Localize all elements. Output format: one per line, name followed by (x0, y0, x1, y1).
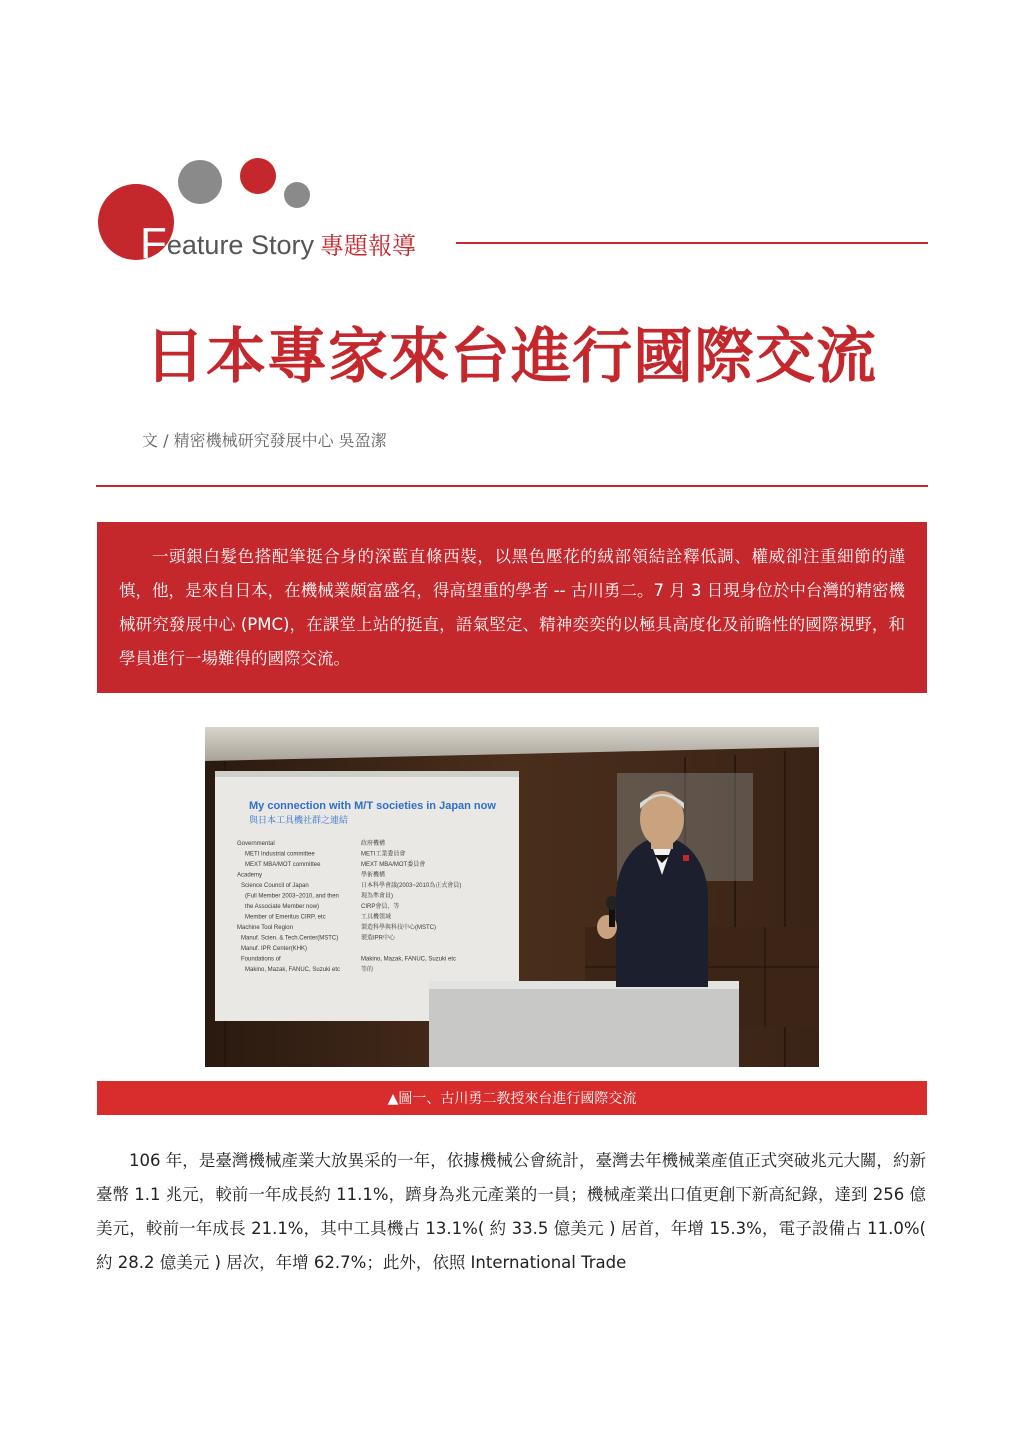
slide-left-line: MEXT MBA/MOT committee (245, 862, 321, 868)
figure-caption: ▲圖一、古川勇二教授來台進行國際交流 (387, 1091, 637, 1107)
slide-right-line: METI工業委員會 (361, 851, 406, 858)
slide-right-line: 製造IPR中心 (361, 935, 396, 942)
section-label (140, 219, 416, 268)
byline-divider (96, 485, 928, 487)
decor-circle-gray-large (178, 160, 222, 204)
article-byline: 文 / 精密機械研究發展中心 吳盈潔 (142, 431, 387, 450)
slide-heading-en: My connection with M/T societies in Japan now (249, 800, 496, 812)
slide-right-line: 製造科學與科技中心(MSTC) (361, 925, 436, 931)
slide-left-line: METI Industrial committee (245, 851, 315, 858)
slide-right-line: 現為準會員) (361, 893, 393, 900)
slide-right-line: 工具機領域 (361, 914, 392, 921)
decor-circle-gray-small (284, 182, 310, 208)
lead-paragraph: 一頭銀白髮色搭配筆挺合身的深藍直條西裝，以黑色壓花的絨部領結詮釋低調、權威卻注重細節的謹慎，他，是來自日本，在機械業頗富盛名，得高望重的學者 -- 古川勇二。7 月 3 日現身位於中台灣的精密機械研究發展中心 (PMC)，在課堂上站的挺直，語氣堅定、精神奕奕的以極具高度化及前瞻性的國際視野，和學員進行一場難得的國際交流。 (119, 547, 905, 668)
slide-right-line: Makino, Mazak, FANUC, Suzuki etc (361, 956, 457, 963)
slide-heading-zh: 與日本工具機社群之連結 (249, 815, 349, 825)
slide-left-line: Governmental (237, 841, 275, 847)
slide-right-line: 政府機構 (361, 841, 386, 847)
slide-left-line: the Associate Member now) (245, 904, 320, 910)
slide-left-line: Science Council of Japan (241, 883, 309, 889)
slide-right-line: MEXT MBA/MOT委員會 (361, 862, 426, 868)
figure-caption-bar (97, 1081, 927, 1115)
header-divider (456, 242, 928, 244)
body-paragraph: 106 年，是臺灣機械產業大放異采的一年，依據機械公會統計，臺灣去年機械業產值正式突破兆元大關，約新臺幣 1.1 兆元，較前一年成長約 11.1%，躋身為兆元產業的一員；機械產業出口值更創下新高紀錄，達到 256 億美元，較前一年成長 21.1%，其中工具機占 13.1%( 約 33.5 億美元 ) 居首，年增 15.3%，電子設備占 11.0%( 約 28.2 億美元 ) 居次，年增 62.7%；此外，依照 International Trade (96, 1151, 926, 1272)
article-photo (205, 727, 819, 1067)
slide-left-line: Manuf. IPR Center(KHK) (241, 946, 308, 952)
slide-right-line: 學術機構 (361, 872, 386, 879)
decor-circle-red-small (240, 158, 276, 194)
section-initial: F (140, 219, 167, 268)
slide-left-line: Manuf. Scien. & Tech.Center(MSTC) (241, 935, 339, 942)
slide-left-line: Machine Tool Region (237, 925, 293, 931)
slide-left-line: Makino, Mazak, FANUC, Suzuki etc (245, 967, 341, 973)
section-name-en: eature Story (166, 230, 314, 260)
section-name-zh: 專題報導 (319, 233, 416, 260)
slide-left-line: Foundations of (241, 956, 281, 963)
slide-left-line: Member of Emeritus CIRP, etc (245, 914, 326, 921)
slide-right-line: CIRP會員，等 (361, 904, 400, 910)
slide-left-line: Academy (237, 872, 263, 879)
lead-box (97, 522, 927, 693)
slide-right-line: 日本科學會議(2003~2010為正式會員) (361, 883, 462, 889)
article-title: 日本專家來台進行國際交流 (145, 322, 877, 392)
slide-left-line: (Full Member 2003~2010, and then (245, 893, 339, 900)
slide-right-line: 等的 (361, 967, 374, 973)
